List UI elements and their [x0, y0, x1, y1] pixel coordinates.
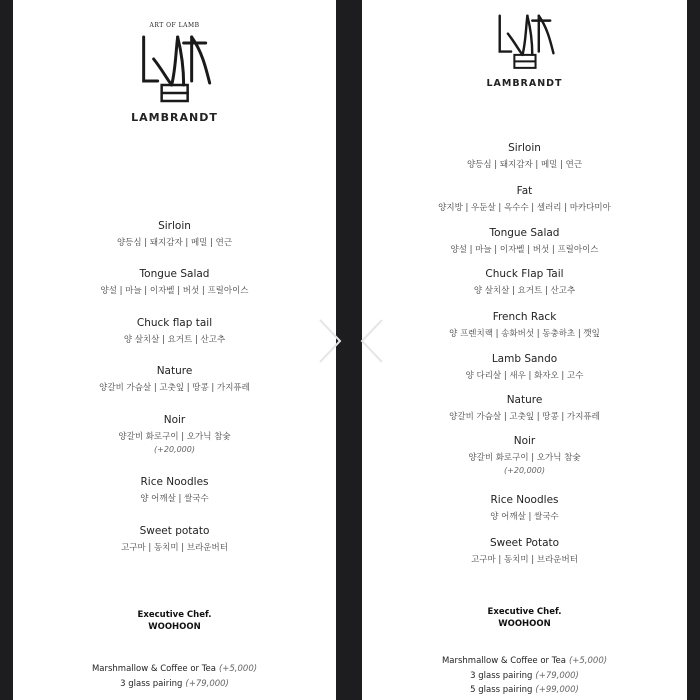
dish-item: [362, 227, 687, 255]
dish-price: (+20,000): [504, 466, 545, 475]
dish-name: Nature: [156, 365, 193, 377]
dish-description: 양 살치살 | 요거트 | 산고추: [473, 286, 576, 296]
chef-title: Executive Chef.: [487, 607, 562, 617]
dish-description: 양갈비 화로구이 | 오가닉 참숯: [468, 453, 581, 463]
extra-price: (+99,000): [535, 685, 579, 695]
dish-name: Chuck Flap Tail: [485, 268, 564, 280]
dish-item: [362, 353, 687, 381]
dish-description: 양설 | 마늘 | 이자벨 | 버섯 | 프릴아이스: [100, 286, 249, 296]
next-arrow-button[interactable]: [316, 316, 346, 366]
dish-name: Fat: [516, 185, 533, 197]
extra-label: 3 glass pairing: [120, 679, 183, 689]
dish-name: Nature: [506, 394, 543, 406]
dish-description: 양지방 | 우둔살 | 옥수수 | 셀러리 | 마카다미아: [438, 203, 611, 213]
dish-item: [362, 268, 687, 296]
extra-price: (+5,000): [568, 656, 608, 666]
dish-item: [13, 414, 336, 454]
dish-name: Noir: [513, 435, 536, 447]
dish-name: Lamb Sando: [491, 353, 558, 365]
dish-description: 양설 | 마늘 | 이자벨 | 버섯 | 프릴아이스: [450, 245, 599, 255]
dish-description: 양등심 | 돼지감자 | 메밀 | 연근: [116, 238, 233, 248]
dish-price: (+20,000): [154, 445, 195, 454]
dish-item: [13, 476, 336, 504]
dish-name: Sweet potato: [139, 525, 210, 537]
dish-name: Rice Noodles: [140, 476, 209, 488]
extra-option: [13, 679, 336, 689]
brand-logo: [131, 22, 218, 124]
dish-description: 양 다리살 | 새우 | 화자오 | 고수: [465, 371, 584, 381]
extra-price: (+79,000): [535, 671, 579, 681]
dish-item: [362, 311, 687, 339]
extra-label: Marshmallow & Coffee or Tea: [441, 656, 566, 666]
dish-description: 양갈비 화로구이 | 오가닉 참숯: [118, 432, 231, 442]
dish-description: 양 프렌치랙 | 송화버섯 | 동충하초 | 깻잎: [449, 329, 600, 339]
chef-credit: [362, 606, 687, 630]
chevron-left-icon: [356, 316, 386, 366]
dish-description: 양 살치살 | 요거트 | 산고추: [123, 335, 226, 345]
dish-item: [362, 494, 687, 522]
extra-option: [362, 685, 687, 695]
brand-logo: [486, 8, 562, 89]
brand-name: LAMBRANDT: [131, 111, 218, 124]
dish-name: Noir: [163, 414, 186, 426]
extra-option: [362, 671, 687, 681]
dish-item: [362, 185, 687, 213]
extra-label: 3 glass pairing: [470, 671, 533, 681]
extra-option: [13, 664, 336, 674]
dish-item: [13, 317, 336, 345]
dish-item: [13, 525, 336, 553]
chef-name: WOOHOON: [498, 619, 551, 629]
dish-name: Sweet Potato: [489, 537, 560, 549]
dish-name: Sirloin: [508, 142, 541, 154]
logo-tagline: ART OF LAMB: [149, 22, 200, 29]
dish-description: 양갈비 가슴살 | 고춧잎 | 땅콩 | 가지퓨레: [99, 383, 250, 393]
brand-name: LAMBRANDT: [486, 78, 563, 89]
dish-item: [13, 365, 336, 393]
dish-name: Sirloin: [158, 220, 191, 232]
dish-item: [362, 142, 687, 170]
extra-option: [362, 656, 687, 666]
dish-item: [362, 537, 687, 565]
dish-name: French Rack: [492, 311, 557, 323]
dish-description: 양등심 | 돼지감자 | 메밀 | 연근: [466, 160, 583, 170]
logo-mark-icon: [132, 29, 218, 107]
chef-title: Executive Chef.: [137, 610, 212, 620]
dish-name: Tongue Salad: [489, 227, 560, 239]
chef-name: WOOHOON: [148, 622, 201, 632]
chevron-right-icon: [316, 316, 346, 366]
dish-description: 고구마 | 동치미 | 브라운버터: [471, 555, 578, 565]
extra-label: 5 glass pairing: [470, 685, 533, 695]
menu-card-right: [362, 0, 687, 700]
prev-arrow-button[interactable]: [356, 316, 386, 366]
dish-item: [362, 394, 687, 422]
dish-item: [13, 268, 336, 296]
dish-description: 양 어깨살 | 쌀국수: [490, 512, 559, 522]
dish-item: [362, 435, 687, 475]
dish-name: Rice Noodles: [490, 494, 559, 506]
logo-mark-icon: [490, 8, 560, 74]
extra-label: Marshmallow & Coffee or Tea: [91, 664, 216, 674]
dish-item: [13, 220, 336, 248]
menu-card-left: [13, 0, 336, 700]
dish-name: Chuck flap tail: [136, 317, 213, 329]
dish-name: Tongue Salad: [139, 268, 210, 280]
dish-description: 양 어깨살 | 쌀국수: [140, 494, 209, 504]
chef-credit: [13, 609, 336, 633]
extra-price: (+5,000): [218, 664, 258, 674]
dish-description: 양갈비 가슴살 | 고춧잎 | 땅콩 | 가지퓨레: [449, 412, 600, 422]
extra-price: (+79,000): [185, 679, 229, 689]
dish-description: 고구마 | 동치미 | 브라운버터: [121, 543, 228, 553]
